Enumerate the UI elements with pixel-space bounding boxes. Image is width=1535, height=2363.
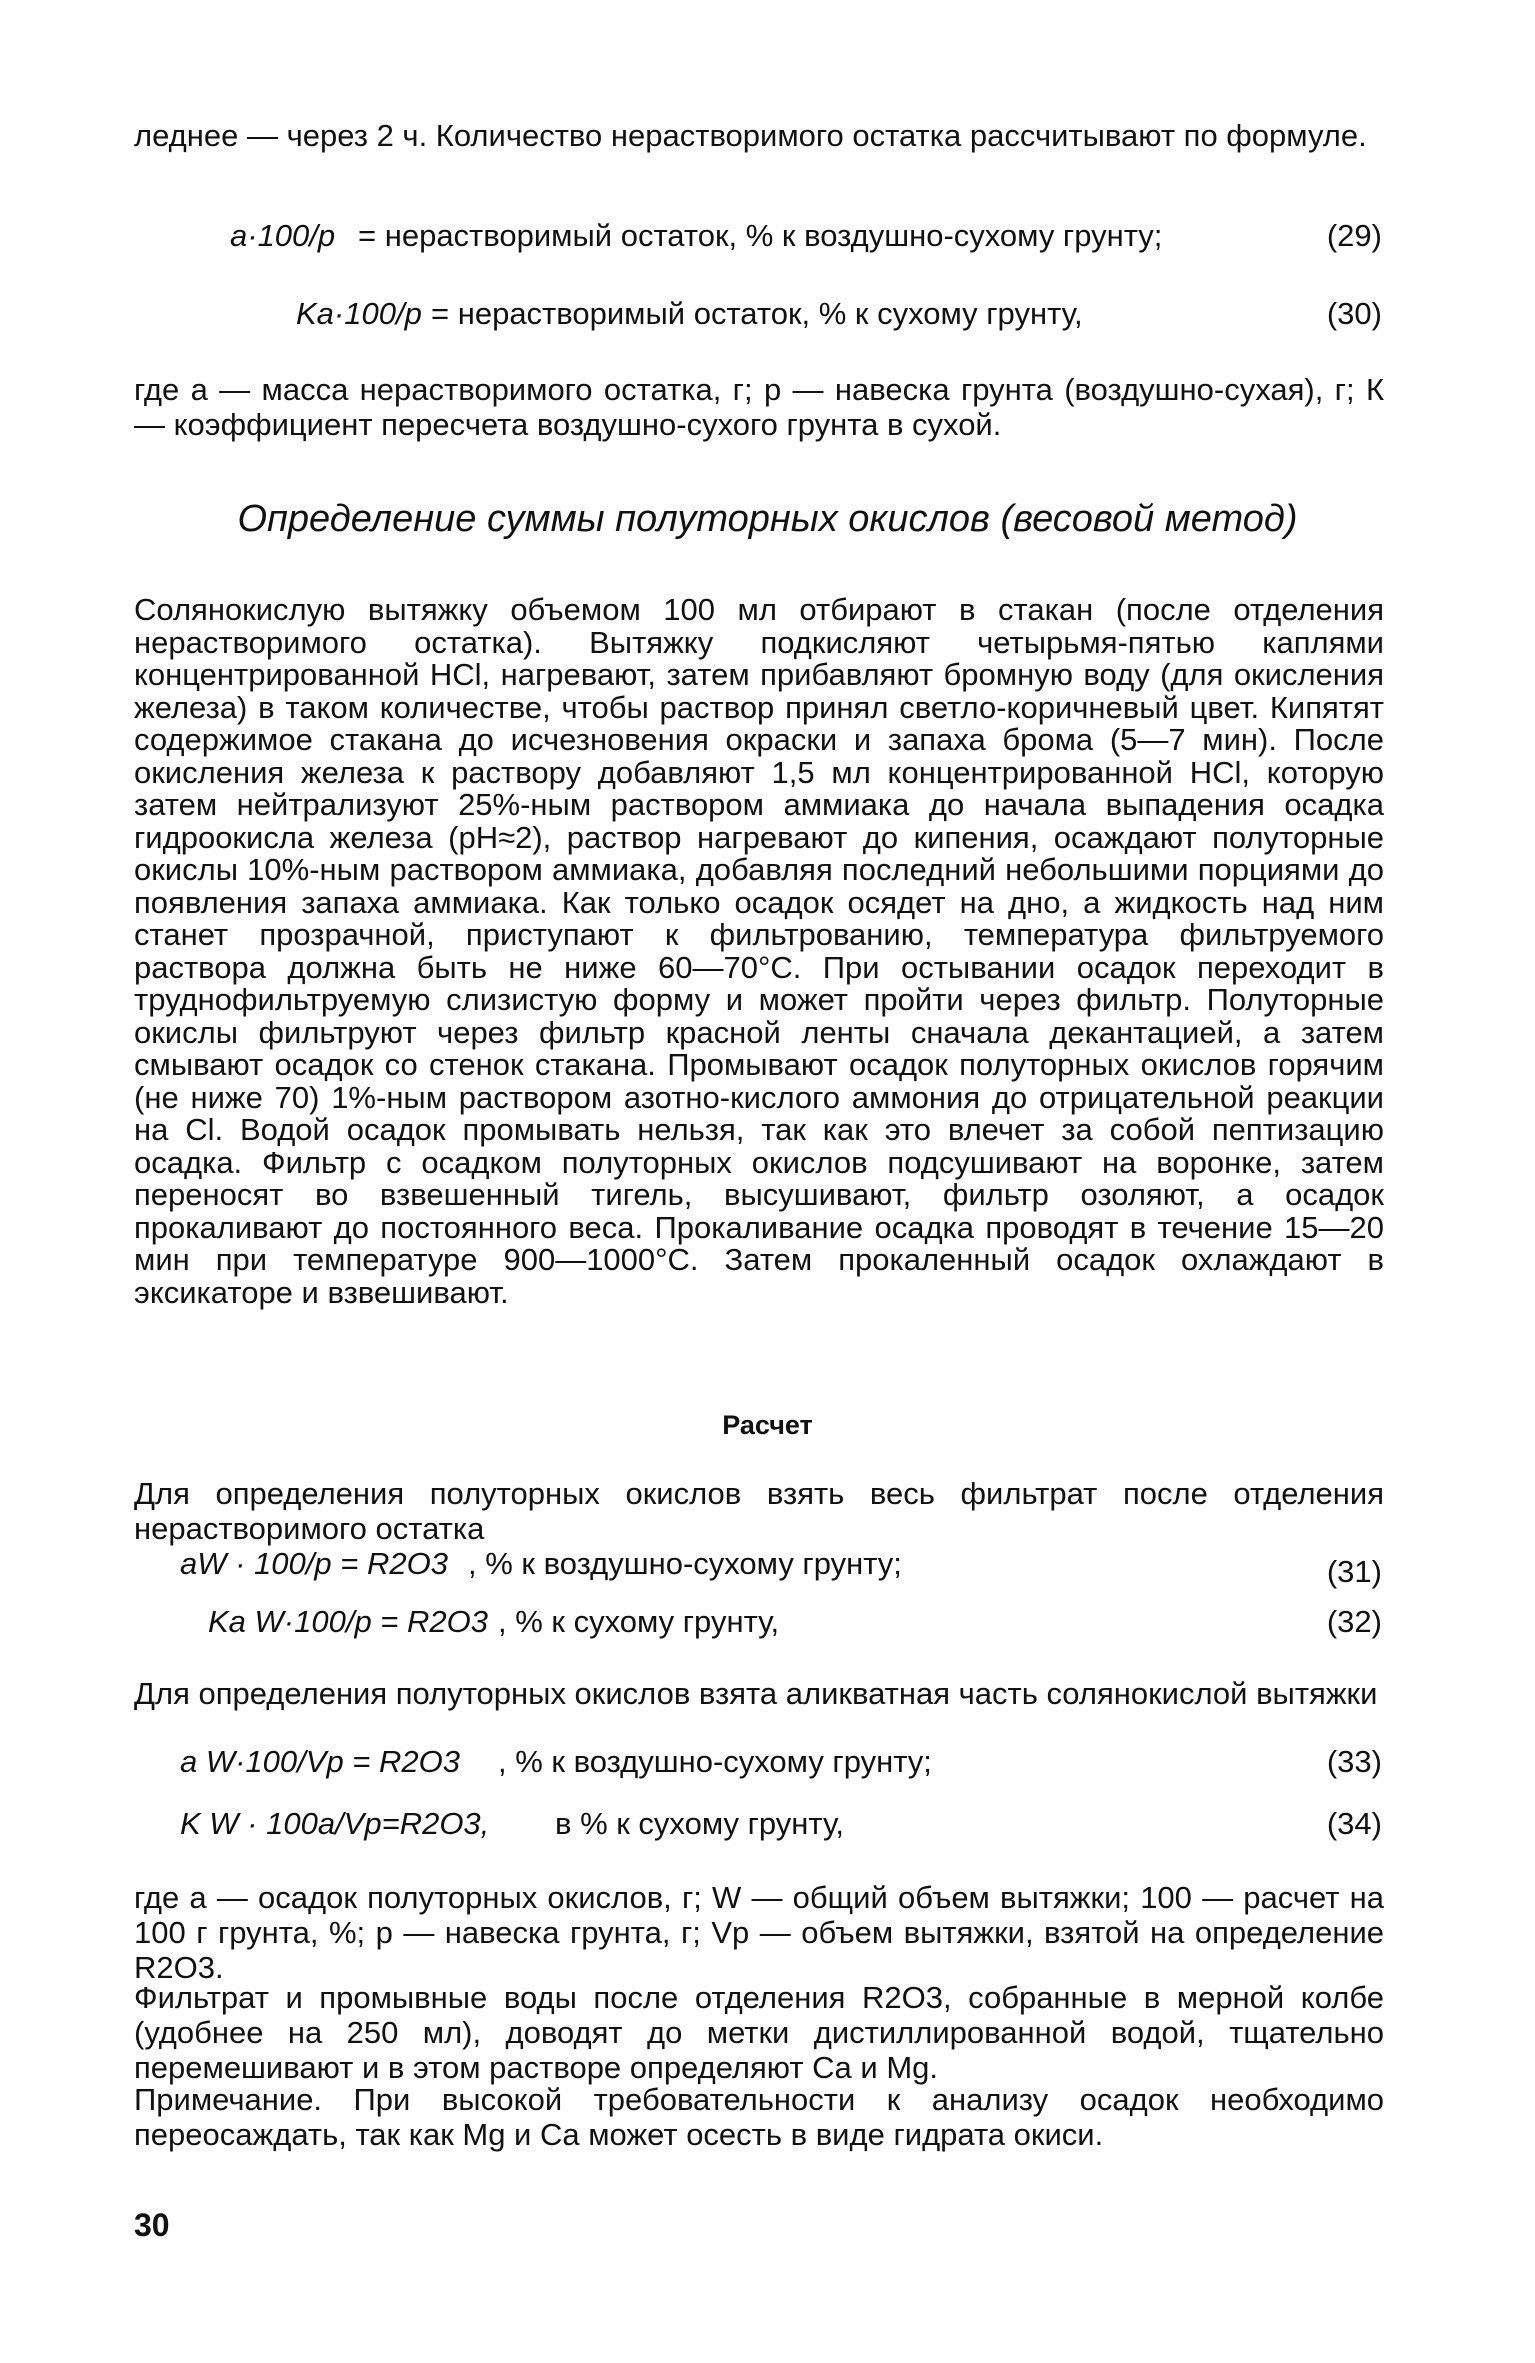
equation-33-text: , % к воздушно-сухому грунту; bbox=[498, 1744, 932, 1779]
equation-32-expr: Ka W·100/p = R2O3 bbox=[208, 1604, 488, 1639]
equation-34-number: (34) bbox=[1326, 1806, 1382, 1841]
equation-33-expr: a W·100/Vp = R2O3 bbox=[180, 1744, 460, 1779]
equation-34 bbox=[180, 1806, 1382, 1846]
equation-29-text: = нерастворимый остаток, % к воздушно-сухому грунту; bbox=[358, 218, 1163, 253]
equation-32-number: (32) bbox=[1326, 1604, 1382, 1639]
equation-32 bbox=[208, 1604, 1382, 1644]
equation-32-text: , % к сухому грунту, bbox=[498, 1604, 780, 1639]
equation-34-expr: K W · 100a/Vp=R2O3, bbox=[180, 1806, 490, 1841]
page-number: 30 bbox=[134, 2207, 170, 2243]
equation-33-number: (33) bbox=[1326, 1744, 1382, 1779]
intro-paragraph: леднее — через 2 ч. Количество нерастворимого остатка рассчитывают по формуле. bbox=[134, 118, 1367, 153]
section-heading: Определение суммы полуторных окислов (весовой метод) bbox=[237, 498, 1298, 540]
filtrate-paragraph: Фильтрат и промывные воды после отделения R2O3, собранные в мерной колбе (удобнее на 250 мл), доводят до метки дистиллированной водой, тщательно перемешивают и в этом растворе определяют Ca и Mg. bbox=[134, 1980, 1384, 2085]
definitions-paragraph-2: где а — осадок полуторных окислов, г; W — общий объем вытяжки; 100 — расчет на 100 г грунта, %; р — навеска грунта, г; Vр — объем вытяжки, взятой на определение R2O3. bbox=[134, 1880, 1384, 1985]
definitions-paragraph: где а — масса нерастворимого остатка, г; р — навеска грунта (воздушно-сухая), г; К — коэффициент пересчета воздушно-сухого грунта в сухой. bbox=[134, 372, 1384, 442]
equation-30-number: (30) bbox=[1326, 296, 1382, 331]
equation-30 bbox=[296, 296, 1382, 336]
equation-30-expr: Ka·100/p bbox=[296, 296, 422, 331]
equation-31 bbox=[180, 1546, 1382, 1589]
equation-30-text: = нерастворимый остаток, % к сухому грунту, bbox=[431, 296, 1083, 331]
calculation-paragraph-a: Для определения полуторных окислов взять весь фильтрат после отделения нерастворимого остатка bbox=[134, 1476, 1384, 1546]
equation-31-text: , % к воздушно-сухому грунту; bbox=[468, 1546, 902, 1581]
note-paragraph: Примечание. При высокой требовательности к анализу осадок необходимо переосаждать, так как Mg и Ca может осесть в виде гидрата окиси. bbox=[134, 2082, 1384, 2152]
method-paragraph: Солянокислую вытяжку объемом 100 мл отбирают в стакан (после отделения нерастворимого остатка). Вытяжку подкисляют четырьмя-пятью каплями концентрированной HCl, нагревают, затем прибавляют бромную воду (для окисления железа) в таком количестве, чтобы раствор принял светло-коричневый цвет. Кипятят содержимое стакана до исчезновения окраски и запаха брома (5—7 мин). После окисления железа к раствору добавляют 1,5 мл концентрированной HCl, которую затем нейтрализуют 25%-ным раствором аммиака до начала выпадения осадка гидроокисла железа (pH≈2), раствор нагревают до кипения, осаждают полуторные окислы 10%-ным раствором аммиака, добавляя последний небольшими порциями до появления запаха аммиака. Как только осадок осядет на дно, а жидкость над ним станет прозрачной, приступают к фильтрованию, температура фильтруемого раствора должна быть не ниже 60—70°С. При остывании осадок переходит в труднофильтруемую слизистую форму и может пройти через фильтр. Полуторные окислы фильтруют через фильтр красной ленты сначала декантацией, а затем смывают осадок со стенок стакана. Промывают осадок полуторных окислов горячим (не ниже 70) 1%-ным раствором азотно-кислого аммония до отрицательной реакции на Cl. Водой осадок промывать нельзя, так как это влечет за собой пептизацию осадка. Фильтр с осадком полуторных окислов подсушивают на воронке, затем переносят во взвешенный тигель, высушивают, фильтр озоляют, а осадок прокаливают до постоянного веса. Прокаливание осадка проводят в течение 15—20 мин при температуре 900—1000°С. Затем прокаленный осадок охлаждают в эксикаторе и взвешивают. bbox=[134, 592, 1384, 1310]
equation-29-expr: a·100/p bbox=[230, 218, 336, 253]
equation-33 bbox=[180, 1744, 1382, 1784]
equation-29 bbox=[230, 218, 1382, 258]
equation-29-number: (29) bbox=[1326, 218, 1382, 253]
equation-31-number: (31) bbox=[1326, 1554, 1382, 1589]
calculation-paragraph-b: Для определения полуторных окислов взята аликватная часть солянокислой вытяжки bbox=[134, 1676, 1378, 1711]
equation-31-expr: aW · 100/p = R2O3 bbox=[180, 1546, 448, 1581]
equation-34-text: в % к сухому грунту, bbox=[555, 1806, 844, 1841]
calculation-heading: Расчет bbox=[722, 1410, 813, 1440]
